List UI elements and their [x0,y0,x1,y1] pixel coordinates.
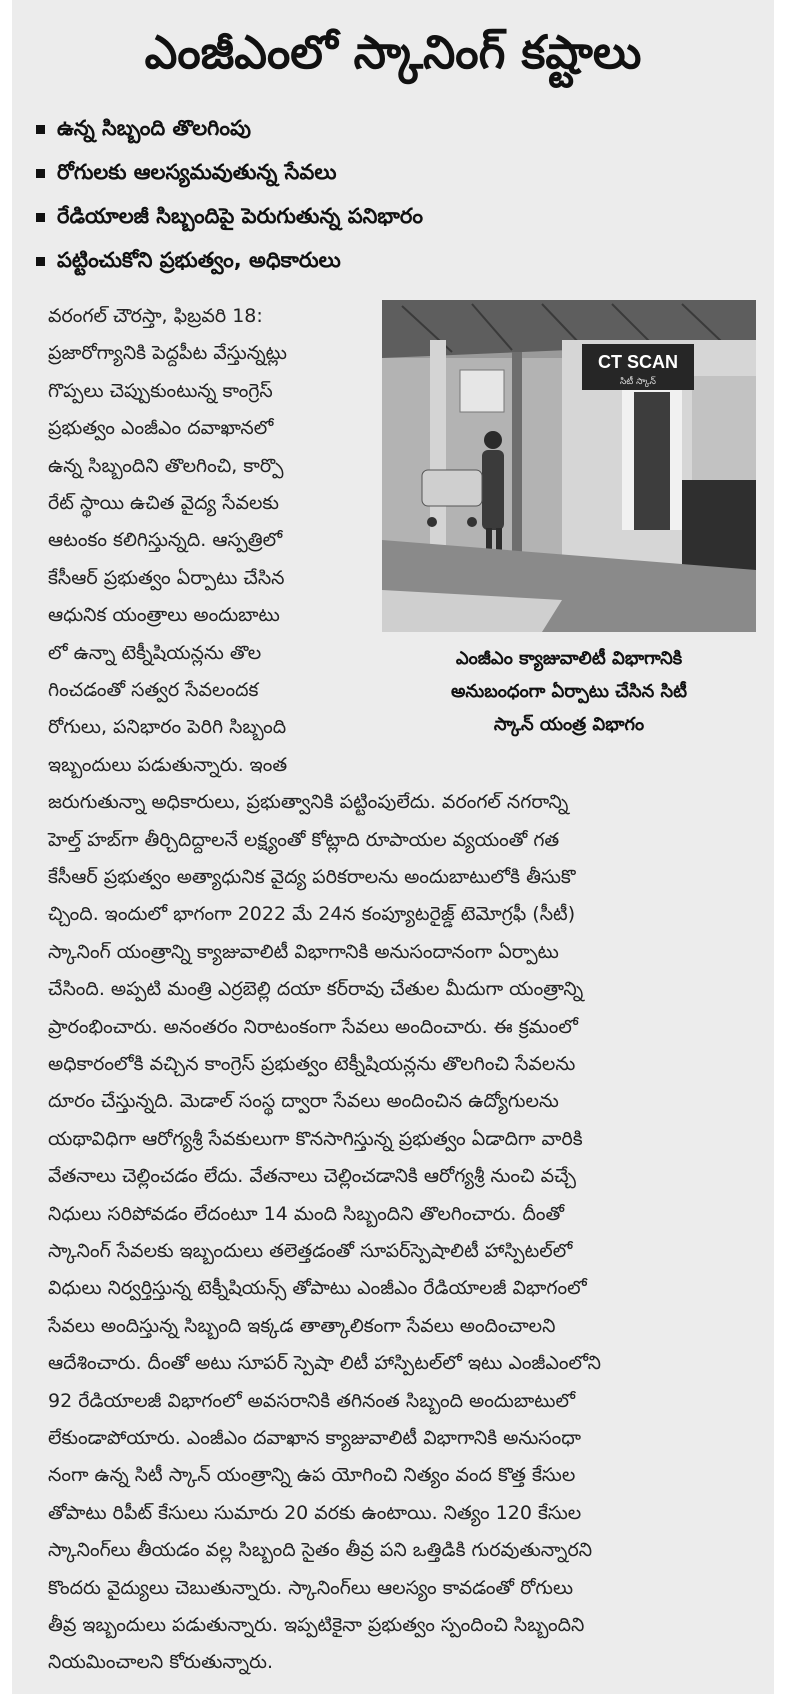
caption-line: ఎంజీఎం క్యాజువాలిటీ విభాగానికి [455,648,683,669]
body-line: చ్చింది. ఇందులో భాగంగా 2022 మే 24న కంప్యూటరైజ్డ్ టెమోగ్రఫీ (సీటీ) [48,903,576,926]
ct-scan-room-illustration [382,300,756,632]
body-line: ప్రజారోగ్యానికి పెద్దపీట వేస్తున్నట్లు [48,342,287,365]
body-line: గించడంతో సత్వర సేవలందక [48,679,259,701]
caption-line: స్కాన్ యంత్ర విభాగం [493,714,645,735]
body-line: కొందరు వైద్యులు చెబుతున్నారు. స్కానింగ్‌లు ఆలస్యం కావడంతో రోగులు [48,1576,574,1599]
caption-line: అనుబంధంగా ఏర్పాటు చేసిన సిటీ [450,681,688,702]
body-line: ఆధునిక యంత్రాలు అందుబాటు [48,604,280,627]
body-line: దూరం చేస్తున్నది. మెడాల్ సంస్థ ద్వారా సేవలు అందించిన ఉద్యోగులను [48,1090,559,1113]
body-line: హెల్త్ హబ్‌గా తీర్చిదిద్దాలనే లక్ష్యంతో కోట్లాది రూపాయల వ్యయంతో గత [48,828,560,851]
body-line: సేవలు అందిస్తున్న సిబ్బంది ఇక్కడ తాత్కాలికంగా సేవలు అందించాలని [48,1314,556,1337]
body-line: విధులు నిర్వర్తిస్తున్న టెక్నీషియన్స్ తోపాటు ఎంజీఎం రేడియాలజీ విభాగంలో [48,1277,587,1300]
body-line: రోగులు, పనిభారం పెరిగి సిబ్బంది [48,716,287,739]
news-clipping [12,0,774,1694]
body-line: ఇబ్బందులు పడుతున్నారు. ఇంత [48,753,288,776]
body-line: ఉన్న సిబ్బందిని తొలగించి, కార్పొ [48,454,284,477]
body-line: అధికారంలోకి వచ్చిన కాంగ్రెస్ ప్రభుత్వం టెక్నీషియన్లను తొలగించి సేవలను [48,1053,576,1075]
bullet-text: ఉన్న సిబ్బంది తొలగింపు [57,116,252,140]
bullet-square-icon [36,257,45,266]
body-line: లేకుండాపోయారు. ఎంజీఎం దవాఖాన క్యాజువాలిటీ విభాగానికి అనుసంధా [48,1427,582,1449]
body-line: ఆదేశించారు. దీంతో అటు సూపర్ స్పెషా లిటీ హాస్పిటల్‌లో ఇటు ఎంజీఎంలోని [48,1352,601,1375]
body-line: గొప్పలు చెప్పుకుంటున్న కాంగ్రెస్ [48,379,273,402]
bullet-item [36,194,766,238]
body-line: కేసీఆర్ ప్రభుత్వం అత్యాధునిక వైద్య పరికరాలను అందుబాటులోకి తీసుకొ [48,866,576,888]
body-line: స్కానింగ్ యంత్రాన్ని క్యాజువాలిటీ విభాగానికి అనుసందానంగా ఏర్పాటు [48,940,559,963]
body-line: నియమించాలని కోరుతున్నారు. [48,1651,274,1674]
photo-caption [382,642,756,741]
body-line: లో ఉన్నా టెక్నీషియన్లను తొల [48,641,262,664]
bullet-list [36,106,766,282]
body-line: వేతనాలు చెల్లించడం లేదు. వేతనాలు చెల్లించడానికి ఆరోగ్యశ్రీ నుంచి వచ్చే [48,1165,576,1188]
bullet-square-icon [36,125,45,134]
bullet-item [36,238,766,282]
body-line: స్కానింగ్‌లు తీయడం వల్ల సిబ్బంది సైతం తీవ్ర పని ఒత్తిడికి గురవుతున్నారని [48,1539,593,1562]
headline: ఎంజీఎంలో స్కానింగ్ కష్టాలు [144,25,642,79]
body-line: నిధులు సరిపోవడం లేదంటూ 14 మంది సిబ్బందిని తొలగించారు. దీంతో [48,1202,565,1225]
bullet-text: పట్టించుకోని ప్రభుత్వం, అధికారులు [57,248,341,272]
body-line: జరుగుతున్నా అధికారులు, ప్రభుత్వానికి పట్టింపులేదు. వరంగల్ నగరాన్ని [48,791,569,814]
body-line: యథావిధిగా ఆరోగ్యశ్రీ సేవకులుగా కొనసాగిస్తున్న ప్రభుత్వం ఏడాదిగా వారికి [48,1127,583,1150]
bullet-text: రోగులకు ఆలస్యమవుతున్న సేవలు [57,160,337,184]
body-line: 92 రేడియాలజీ విభాగంలో అవసరానికి తగినంత సిబ్బంది అందుబాటులో [48,1389,576,1412]
bullet-square-icon [36,169,45,178]
body-line: ప్రభుత్వం ఎంజీఎం దవాఖానలో [48,417,274,440]
body-line: ప్రారంభించారు. అనంతరం నిరాటంకంగా సేవలు అందించారు. ఈ క్రమంలో [48,1015,578,1038]
body-line: కేసీఆర్ ప్రభుత్వం ఏర్పాటు చేసిన [48,566,285,589]
bullet-square-icon [36,213,45,222]
body-line: రేట్ స్థాయి ఉచిత వైద్య సేవలకు [48,492,279,514]
sign-subtext: సిటీ స్కాన్ [619,377,657,387]
bullet-item [36,106,766,150]
bullet-item [36,150,766,194]
body-line: తీవ్ర ఇబ్బందులు పడుతున్నారు. ఇప్పటికైనా ప్రభుత్వం స్పందించి సిబ్బందిని [48,1614,585,1636]
body-line: వరంగల్ చౌరస్తా, ఫిబ్రవరి 18: [48,305,263,327]
body-line: తోపాటు రిపీట్ కేసులు సుమారు 20 వరకు ఉంటాయి. నిత్యం 120 కేసుల [48,1501,582,1524]
ct-scan-photo [382,300,756,632]
sign-text: CT SCAN [598,352,678,372]
bullet-text: రేడియాలజీ సిబ్బందిపై పెరుగుతున్న పనిభారం [57,204,424,228]
body-line: నంగా ఉన్న సిటీ స్కాన్ యంత్రాన్ని ఉప యోగించి నిత్యం వంద కొత్త కేసుల [48,1464,576,1487]
body-line: స్కానింగ్ సేవలకు ఇబ్బందులు తలెత్తడంతో సూపర్‌స్పెషాలిటీ హాస్పిటల్‌లో [48,1240,573,1262]
body-line: చేసింది. అప్పటి మంత్రి ఎర్రబెల్లి దయా కర్‌రావు చేతుల మీదుగా యంత్రాన్ని [48,978,584,1001]
body-line: ఆటంకం కలిగిస్తున్నది. ఆస్పత్రిలో [48,529,283,552]
